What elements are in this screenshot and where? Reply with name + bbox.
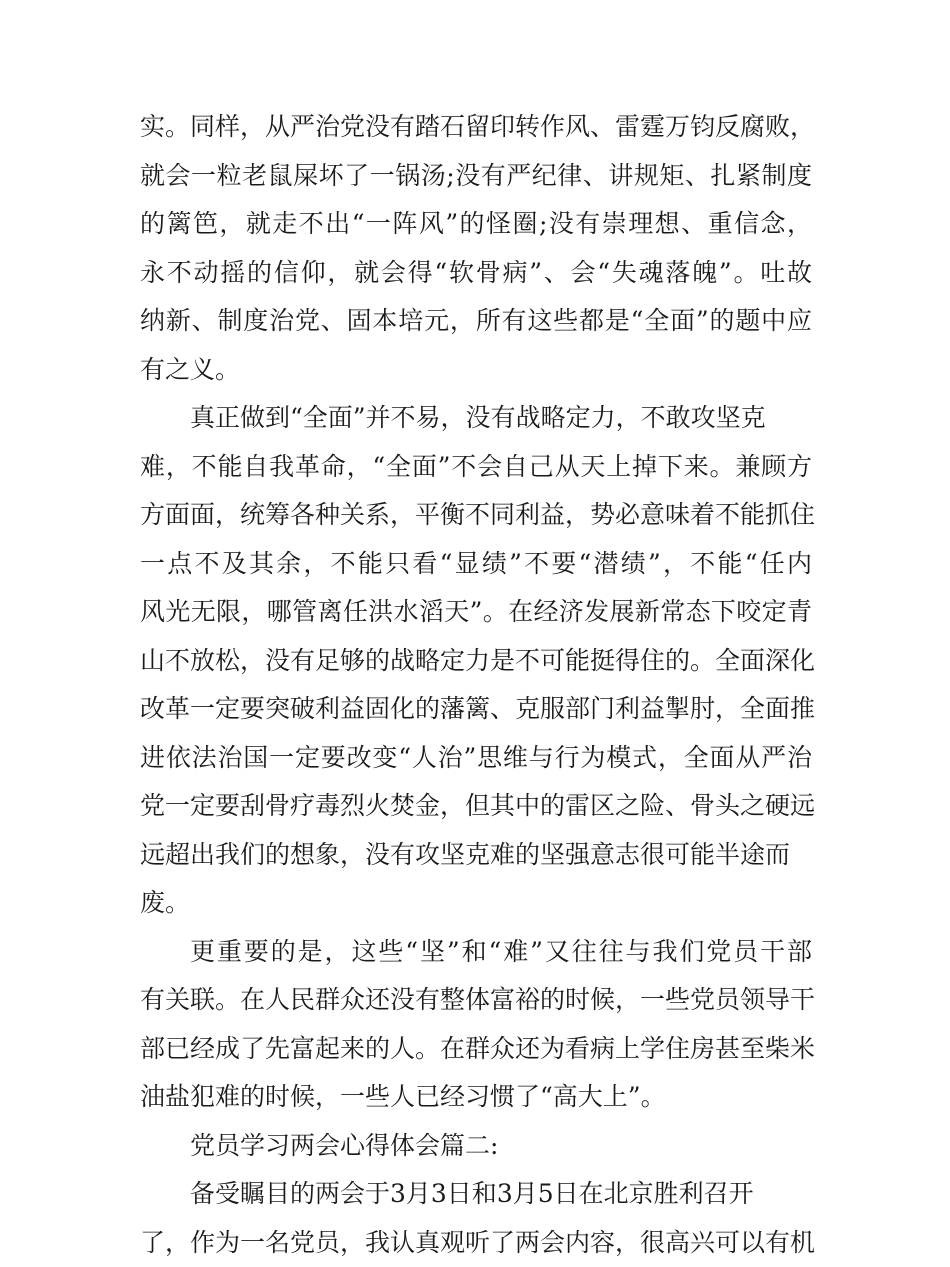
text-line: 有关联。在人民群众还没有整体富裕的时候，一些党员领导干 bbox=[140, 976, 812, 1025]
text-line: 了，作为一名党员，我认真观听了两会内容，很高兴可以有机 bbox=[140, 1219, 812, 1267]
text-line: 难，不能自我革命，“全面”不会自己从天上掉下来。兼顾方 bbox=[140, 443, 812, 492]
paragraph-first-line: 备受瞩目的两会于3月3日和3月5日在北京胜利召开 bbox=[140, 1170, 812, 1219]
text-line: 有之义。 bbox=[140, 346, 812, 395]
text-line: 改革一定要突破利益固化的藩篱、克服部门利益掣肘，全面推 bbox=[140, 685, 812, 734]
text-line: 永不动摇的信仰，就会得“软骨病”、会“失魂落魄”。吐故 bbox=[140, 249, 812, 298]
text-line: 风光无限，哪管离任洪水滔天”。在经济发展新常态下咬定青 bbox=[140, 588, 812, 637]
paragraph-first-line: 更重要的是，这些“坚”和“难”又往往与我们党员干部 bbox=[140, 928, 812, 977]
text-line: 党一定要刮骨疗毒烈火焚金，但其中的雷区之险、骨头之硬远 bbox=[140, 782, 812, 831]
text-line: 山不放松，没有足够的战略定力是不可能挺得住的。全面深化 bbox=[140, 637, 812, 686]
document-body bbox=[140, 103, 812, 1267]
text-line: 的篱笆，就走不出“一阵风”的怪圈;没有崇理想、重信念， bbox=[140, 200, 812, 249]
text-line: 就会一粒老鼠屎坏了一锅汤;没有严纪律、讲规矩、扎紧制度 bbox=[140, 152, 812, 201]
text-line: 部已经成了先富起来的人。在群众还为看病上学住房甚至柴米 bbox=[140, 1025, 812, 1074]
paragraph-first-line: 真正做到“全面”并不易，没有战略定力，不敢攻坚克 bbox=[140, 394, 812, 443]
text-line: 方面面，统筹各种关系，平衡不同利益，势必意味着不能抓住 bbox=[140, 491, 812, 540]
text-line: 废。 bbox=[140, 879, 812, 928]
text-line: 进依法治国一定要改变“人治”思维与行为模式，全面从严治 bbox=[140, 734, 812, 783]
text-line: 远超出我们的想象，没有攻坚克难的坚强意志很可能半途而 bbox=[140, 831, 812, 880]
text-line: 实。同样，从严治党没有踏石留印转作风、雷霆万钧反腐败， bbox=[140, 103, 812, 152]
section-heading: 党员学习两会心得体会篇二: bbox=[140, 1122, 812, 1171]
text-line: 纳新、制度治党、固本培元，所有这些都是“全面”的题中应 bbox=[140, 297, 812, 346]
text-line: 油盐犯难的时候，一些人已经习惯了“高大上”。 bbox=[140, 1073, 812, 1122]
text-line: 一点不及其余，不能只看“显绩”不要“潜绩”，不能“任内 bbox=[140, 540, 812, 589]
